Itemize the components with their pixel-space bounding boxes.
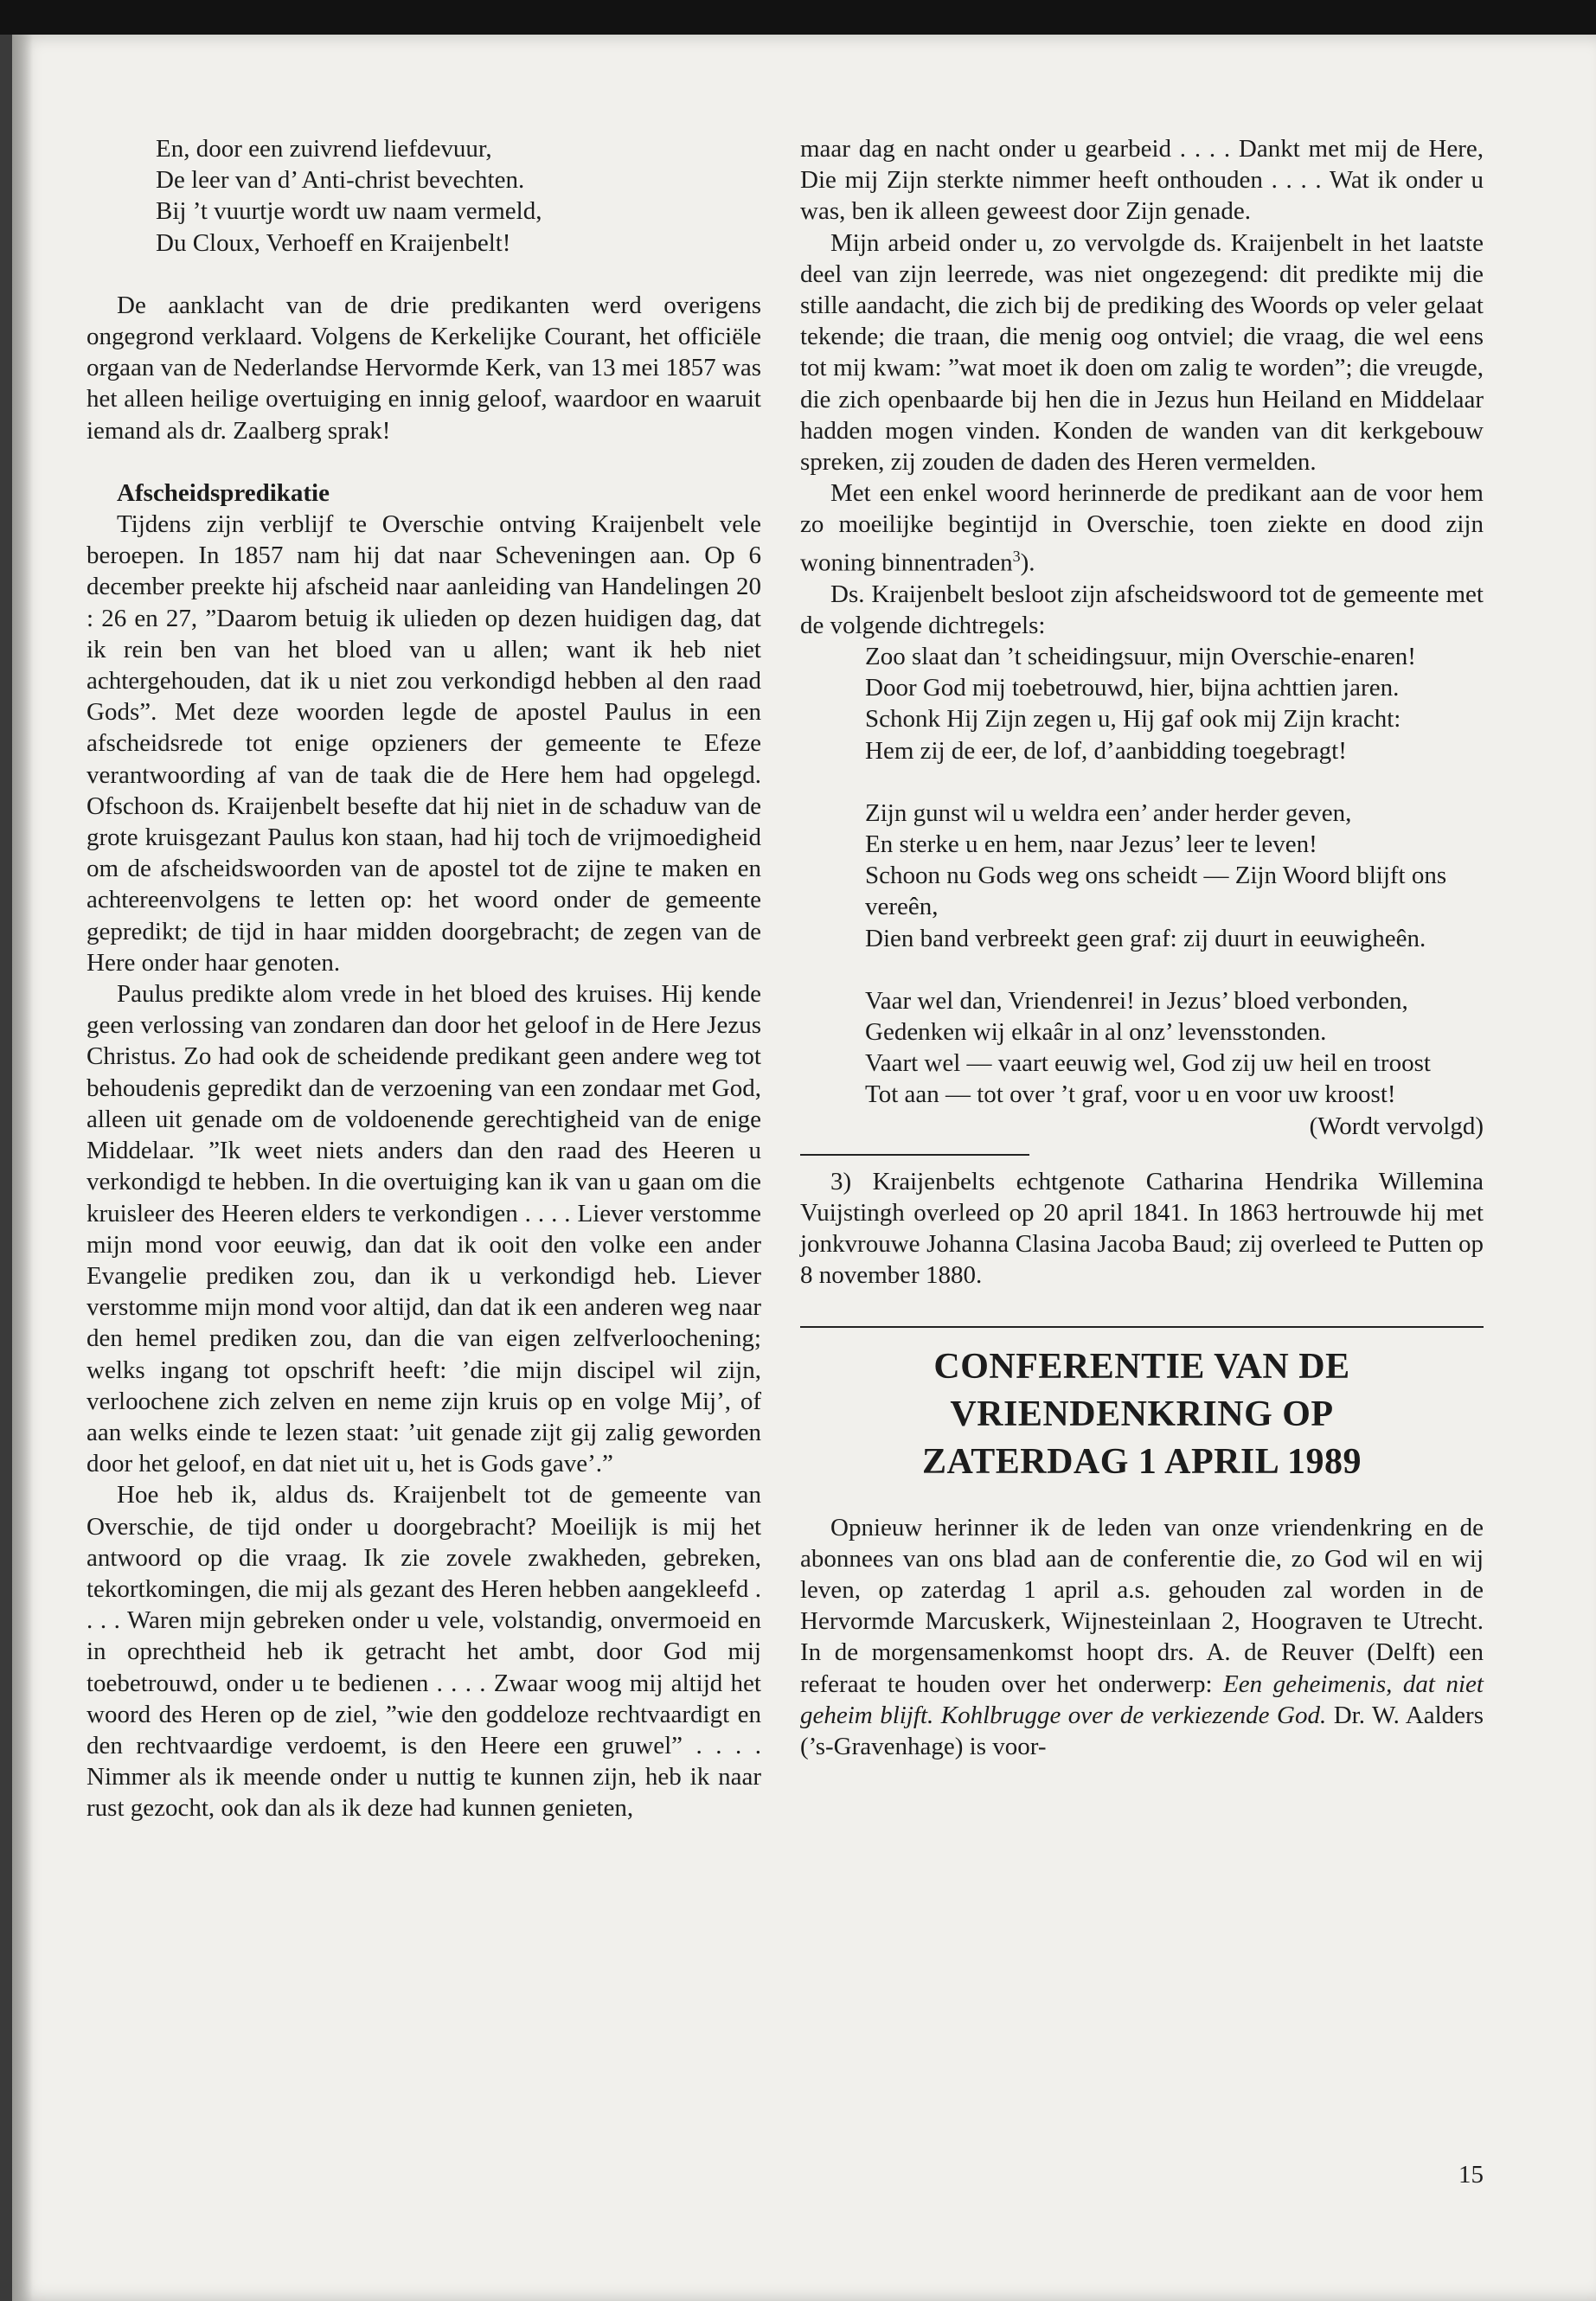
stanza-gap [865, 954, 1484, 985]
poem-line: En, door een zuivrend liefdevuur, [156, 135, 492, 163]
paragraph-text: Opnieuw herinner ik de leden van onze vriendenkring en de abonnees van ons blad aan de conferentie die, zo God wil en wij leven, op zaterdag 1 april a.s. gehouden zal worden in de Hervormde Marcuskerk, Wijnesteinlaan 2, Hoograven te Utrecht. In de morgensamenkomst hoopt drs. A. de Reuver (Delft) een referaat te houden over het onderwerp: [800, 1513, 1484, 1698]
paragraph [800, 478, 1484, 578]
lecture-title: Een geheimenis, dat niet geheim blijft. Kohlbrugge over de verkiezende God. [800, 1670, 1484, 1729]
binding-shadow [12, 35, 33, 2301]
poem-line: Hem zij de eer, de lof, d’aanbidding toegebragt! [865, 736, 1347, 765]
title-line: VRIENDENKRING OP [950, 1394, 1334, 1434]
opening-poem [156, 133, 761, 259]
paragraph-text-end: Dr. W. Aalders (’s-Gravenhage) is voor- [800, 1701, 1484, 1760]
conference-title [800, 1343, 1484, 1486]
poem-line: Gedenken wij elkaâr in al onz’ levensstonden. [865, 1017, 1327, 1046]
poem-line: Zijn gunst wil u weldra een’ ander herder geven, [865, 798, 1352, 827]
poem-line: Bij ’t vuurtje wordt uw naam vermeld, [156, 197, 542, 226]
left-column [87, 133, 761, 1824]
poem-line: Tot aan — tot over ’t graf, voor u en voor uw kroost! [865, 1080, 1396, 1109]
paragraph: Ds. Kraijenbelt besloot zijn afscheidswoord tot de gemeente met de volgende dichtregels: [800, 580, 1484, 639]
footnote: 3) Kraijenbelts echtgenote Catharina Hendrika Willemina Vuijstingh overleed op 20 april 1841. In 1863 hertrouwde hij met jonkvrouwe Johanna Clasina Jacoba Baud; zij overleed te Putten op 8 november 1880. [800, 1167, 1484, 1290]
poem-line: Vaar wel dan, Vriendenrei! in Jezus’ bloed verbonden, [865, 986, 1408, 1015]
to-be-continued: (Wordt vervolgd) [1309, 1112, 1484, 1140]
poem-line: Schoon nu Gods weg ons scheidt — Zijn Woord blijft ons vereên, [865, 862, 1447, 921]
poem-line: Dien band verbreekt geen graf: zij duurt in eeuwigheên. [865, 924, 1426, 952]
stanza-gap [865, 766, 1484, 798]
paragraph: Hoe heb ik, aldus ds. Kraijenbelt tot de gemeente van Overschie, de tijd onder u doorgebracht? Moeilijk is mij het antwoord op die vraag. Ik zie zovele zwakheden, gebreken, tekortkomingen, die mij als gezant des Heren hebben aangekleefd . . . . Waren mijn gebreken onder u vele, volstandig, onvermoeid en in oprechtheid heb ik getracht het ambt, door God mij toebetrouwd, onder u te bedienen . . . . Zwaar woog mij altijd het woord des Heren op de ziel, ”wie den goddeloze rechtvaardigt en den rechtvaardige verdoemt, is den Heere een gruwel” . . . . Nimmer als ik meende onder u nuttig te kunnen zijn, heb ik naar rust gezocht, ook dan als ik deze had kunnen genieten, [87, 1481, 761, 1823]
title-line: ZATERDAG 1 APRIL 1989 [922, 1441, 1362, 1482]
footnote-rule [800, 1154, 1029, 1156]
footnote-reference: 3 [1012, 547, 1021, 565]
poem-line: Door God mij toebetrouwd, hier, bijna achttien jaren. [865, 674, 1400, 702]
paragraph: De aanklacht van de drie predikanten werd overigens ongegrond verklaard. Volgens de Kerkelijke Courant, het officiële orgaan van de Nederlandse Hervormde Kerk, van 13 mei 1857 was het alleen heilige overtuiging en innig geloof, waardoor en waaruit iemand als dr. Zaalberg sprak! [87, 291, 761, 445]
page-number: 15 [1458, 2161, 1484, 2189]
poem-line: De leer van d’ Anti-christ bevechten. [156, 166, 525, 195]
section-divider [800, 1326, 1484, 1328]
farewell-poem [865, 641, 1484, 1111]
title-line: CONFERENTIE VAN DE [933, 1346, 1350, 1387]
poem-line: Du Cloux, Verhoeff en Kraijenbelt! [156, 228, 511, 257]
paragraph: Tijdens zijn verblijf te Overschie ontving Kraijenbelt vele beroepen. In 1857 nam hij dat naar Scheveningen aan. Op 6 december preekte hij afscheid naar aanleiding van Handelingen 20 : 26 en 27, ”Daarom betuig ik ulieden op dezen huidigen dag, dat ik rein ben van het bloed van u allen; want ik heb niet achtergehouden, dat ik u niet zou verkondigd hebben al den raad Gods”. Met deze woorden legde de apostel Paulus in een afscheidsrede tot enige opzieners der gemeente te Efeze verantwoording af van de taak die de Here hem had opgelegd. Ofschoon ds. Kraijenbelt besefte dat hij niet in de schaduw van de grote kruisgezant Paulus kon staan, had hij toch de vrijmoedigheid om de afscheidswoorden van de apostel tot de zijne te maken en achtereenvolgens te letten op: het woord onder de gemeente gepredikt; de tijd in haar midden doorgebracht; de zegen van de Here onder haar genoten. [87, 510, 761, 977]
right-column [800, 133, 1484, 1762]
poem-line: Vaart wel — vaart eeuwig wel, God zij uw heil en troost [865, 1049, 1431, 1078]
paragraph: maar dag en nacht onder u gearbeid . . . . Dankt met mij de Here, Die mij Zijn sterkte nimmer heeft onthouden . . . . Wat ik onder u was, ben ik alleen geweest door Zijn genade. [800, 135, 1484, 226]
scan-top-border [0, 0, 1596, 35]
paragraph-text: Met een enkel woord herinnerde de predikant aan de voor hem zo moeilijke begintijd in Overschie, toen ziekte en dood zijn woning binnentraden [800, 479, 1484, 577]
paragraph-text-end: ). [1020, 548, 1035, 577]
paragraph: Mijn arbeid onder u, zo vervolgde ds. Kraijenbelt in het laatste deel van zijn leerrede, was niet ongezegend: dit predikte mij die stille aandacht, die zich bij de prediking des Woords op veler gelaat tekende; die traan, die menig oog ontviel; die vraag, die wel eens tot mij kwam: ”wat moet ik doen om zalig te worden”; die vreugde, die zich openbaarde bij hen die in Jezus hun Heiland en Middelaar hadden mogen vinden. Konden de wanden van dit kerkgebouw spreken, zij zouden de daden des Heren vermelden. [800, 228, 1484, 477]
poem-line: Zoo slaat dan ’t scheidingsuur, mijn Overschie-enaren! [865, 642, 1416, 670]
conference-paragraph [800, 1512, 1484, 1763]
section-heading: Afscheidspredikatie [117, 478, 330, 507]
poem-line: Schonk Hij Zijn zegen u, Hij gaf ook mij Zijn kracht: [865, 705, 1401, 734]
paragraph: Paulus predikte alom vrede in het bloed des kruises. Hij kende geen verlossing van zondaren dan door het geloof in de Here Jezus Christus. Zo had ook de scheidende predikant geen andere weg tot behoudenis gepredikt dan de verzoening van een zondaar met God, alleen uit genade om de voldoenende gerechtigheid van de enige Middelaar. ”Ik weet niets anders dan den raad des Heeren u verkondigd te hebben. In die overtuiging kan ik van u gaan om die kruisleer des Heeren elders te verkondigen . . . . Liever verstomme mijn mond voor eeuwig, dan dat ik ooit den volke een ander Evangelie prediken zou, dan ik u verkondigd heb. Liever verstomme mijn mond voor altijd, dan dat ik een anderen weg naar den hemel prediken zou, dan die van eigen zelfverloochening; welks ingang tot opschrift heeft: ’die mijn discipel wil zijn, verloochene zich zelven en neme zijn kruis op en volge Mij’, of aan welks einde te lezen staat: ’uit genade zijt gij zalig geworden door het geloof, en dat niet uit u, het is Gods gave’.” [87, 980, 761, 1478]
poem-line: En sterke u en hem, naar Jezus’ leer te leven! [865, 830, 1317, 858]
